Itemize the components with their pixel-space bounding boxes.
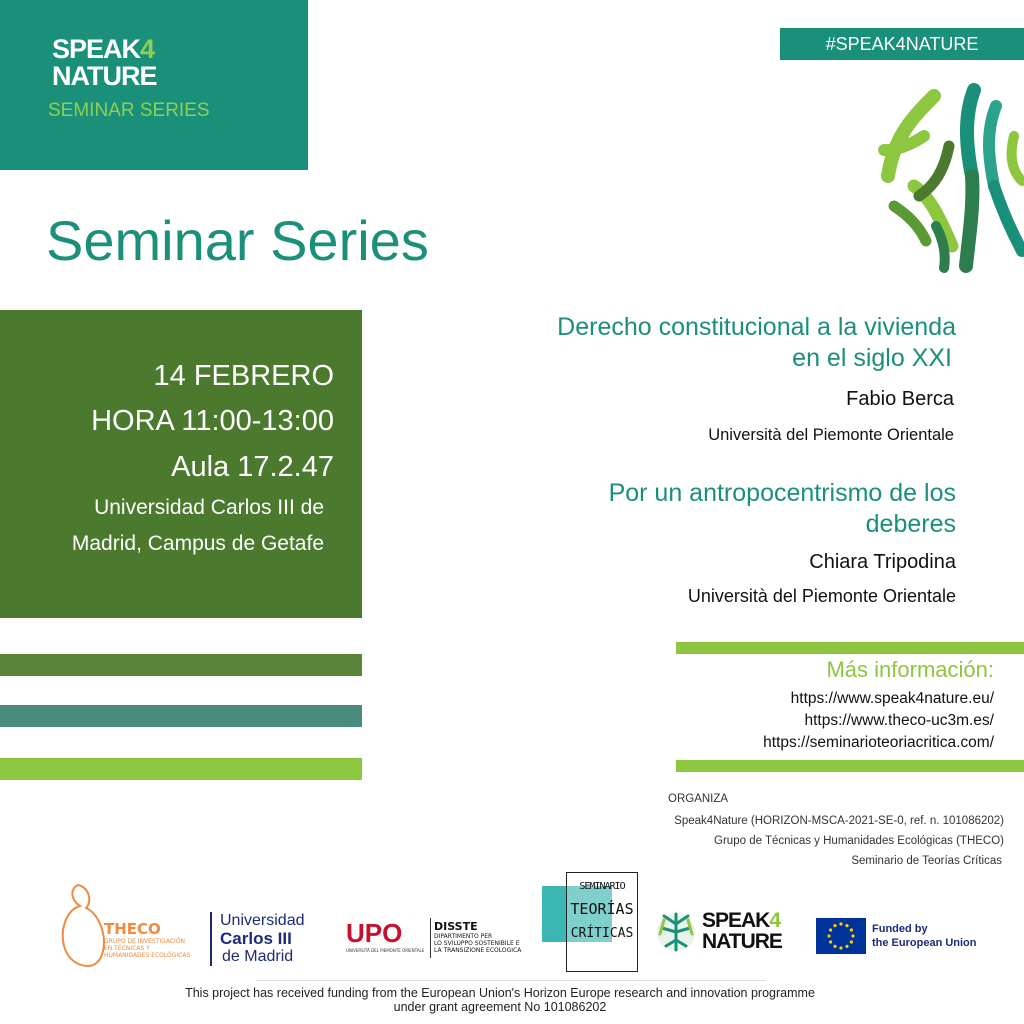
event-time: HORA 11:00-13:00 <box>91 405 334 437</box>
footer-divider <box>256 980 766 981</box>
s4n-wordmark <box>702 910 782 952</box>
upo-disste-logo <box>346 918 526 964</box>
disste-sub <box>434 933 521 954</box>
event-venue-line2: Madrid, Campus de Getafe <box>71 532 324 555</box>
theco-vase-icon <box>58 880 108 970</box>
theco-sub-line3: HUMANIDADES ECOLÓGICAS <box>104 952 191 959</box>
disste-name: DISSTE <box>434 920 478 933</box>
event-date: 14 FEBRERO <box>153 360 334 392</box>
more-info-bottom-bar <box>676 760 1024 772</box>
theco-logo <box>58 880 208 970</box>
link-seminario[interactable]: https://seminarioteoriacritica.com/ <box>763 734 994 751</box>
logo-number: 4 <box>140 34 155 64</box>
organiza-label: ORGANIZA <box>668 793 729 805</box>
link-theco[interactable]: https://www.theco-uc3m.es/ <box>804 712 994 729</box>
eu-flag-icon <box>816 918 866 954</box>
uc3m-line2: Carlos III <box>220 929 292 948</box>
upo-name: UPO <box>346 918 403 948</box>
logo-word-speak: SPEAK <box>52 34 141 64</box>
str-line3: CRÍTICAS <box>570 926 634 941</box>
brand-header <box>0 0 308 170</box>
talk-1-title-line2: en el siglo XXI <box>792 344 952 372</box>
event-venue-line1: Universidad Carlos III de <box>94 496 324 519</box>
talk-2-speaker: Chiara Tripodina <box>809 551 956 573</box>
tree-logo-icon <box>874 76 1024 274</box>
uc3m-line1: Universidad <box>220 912 305 929</box>
page-title: Seminar Series <box>46 209 429 272</box>
disste-sub-line2: LO SVILUPPO SOSTENIBILE E <box>434 940 520 947</box>
logo-word-nature: NATURE <box>52 61 157 91</box>
eu-funding-text <box>872 922 977 950</box>
disste-sub-line1: DIPARTIMENTO PER <box>434 933 493 940</box>
s4n-word-nature: NATURE <box>702 930 782 953</box>
funding-footer <box>100 986 900 1014</box>
footer-line2: under grant agreement No 101086202 <box>393 1000 607 1014</box>
decor-bar-teal <box>0 705 362 727</box>
organiza-line1: Speak4Nature (HORIZON-MSCA-2021-SE-0, ref. n. 101086202) <box>674 815 1004 827</box>
brand-subtitle: SEMINAR SERIES <box>48 100 210 121</box>
disste-sub-line3: LA TRANSIZIONE ECOLOGICA <box>434 947 522 954</box>
upo-sub: UNIVERSITÀ DEL PIEMONTE ORIENTALE <box>346 948 425 953</box>
eu-funding-logo <box>816 916 990 956</box>
talk-1-affiliation: Università del Piemonte Orientale <box>708 426 954 444</box>
theco-sub <box>104 938 190 959</box>
eu-line1: Funded by <box>872 923 928 935</box>
speak4nature-logo <box>52 36 157 90</box>
talk-1-title <box>557 312 956 374</box>
seminario-teorias-criticas-logo <box>566 872 638 972</box>
hashtag-banner: #SPEAK4NATURE <box>780 28 1024 60</box>
event-room: Aula 17.2.47 <box>171 451 334 483</box>
link-speak4nature[interactable]: https://www.speak4nature.eu/ <box>790 690 994 707</box>
decor-bar-green <box>0 654 362 676</box>
speak4nature-footer-logo <box>656 910 806 958</box>
event-info-box <box>0 310 362 618</box>
talk-2-title <box>609 478 956 540</box>
eu-line2: the European Union <box>872 937 977 949</box>
talk-2-title-line1: Por un antropocentrismo de los <box>608 479 956 507</box>
uc3m-logo <box>220 912 304 966</box>
tree-small-icon <box>656 910 696 954</box>
decor-bar-lime <box>0 758 362 780</box>
uc3m-line3: de Madrid <box>222 948 294 965</box>
str-line2: TEORÍAS <box>570 900 634 918</box>
organiza-line3: Seminario de Teorías Críticas <box>851 855 1002 867</box>
theco-name: THECO <box>104 920 161 938</box>
uc3m-divider <box>210 912 212 966</box>
talk-1-speaker: Fabio Berca <box>846 388 954 410</box>
theco-sub-line1: GRUPO DE INVESTIGACIÓN <box>104 938 185 945</box>
talk-2-affiliation: Università del Piemonte Orientale <box>687 586 956 606</box>
footer-line1: This project has received funding from the European Union's Horizon Europe research and innovation programme <box>185 986 815 1000</box>
talk-1-title-line1: Derecho constitucional a la vivienda <box>557 313 956 341</box>
theco-sub-line2: EN TÉCNICAS Y <box>104 945 150 952</box>
more-info-label: Más información: <box>826 657 994 682</box>
organiza-line2: Grupo de Técnicas y Humanidades Ecológicas (THECO) <box>714 835 1004 847</box>
more-info-top-bar <box>676 642 1024 654</box>
upo-divider <box>430 918 431 958</box>
s4n-number: 4 <box>769 909 781 932</box>
talk-2-title-line2: deberes <box>865 510 956 538</box>
s4n-word-speak: SPEAK <box>702 909 770 932</box>
str-line1: SEMINARIO <box>579 881 625 892</box>
